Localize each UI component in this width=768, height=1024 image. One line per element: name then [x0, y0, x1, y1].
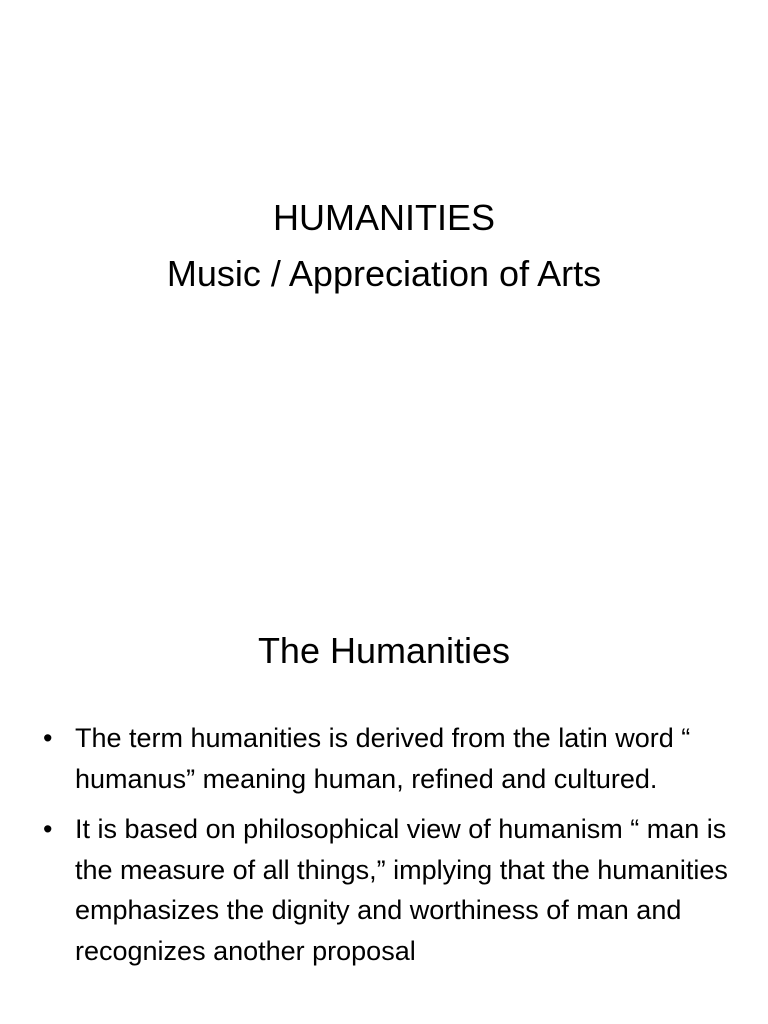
bullet-item [40, 718, 728, 799]
title-line-main: HUMANITIES [272, 197, 495, 238]
bullet-item [40, 809, 728, 971]
bullet-dot-icon: • [43, 723, 53, 753]
slide-title [0, 190, 768, 302]
slide-heading: The Humanities [257, 630, 511, 671]
bullet-list [40, 718, 728, 981]
content-slide [0, 576, 768, 1024]
title-line-subtitle: Music / Appreciation of Arts [166, 253, 602, 294]
bullet-text: It is based on philosophical view of humanism “ man is the measure of all things,” implying that the humanities emphasizes the dignity and worthiness of man and recognizes another proposal [75, 814, 728, 966]
bullet-text: The term humanities is derived from the latin word “ humanus” meaning human, refined and cultured. [75, 723, 691, 794]
bullet-dot-icon: • [43, 814, 53, 844]
